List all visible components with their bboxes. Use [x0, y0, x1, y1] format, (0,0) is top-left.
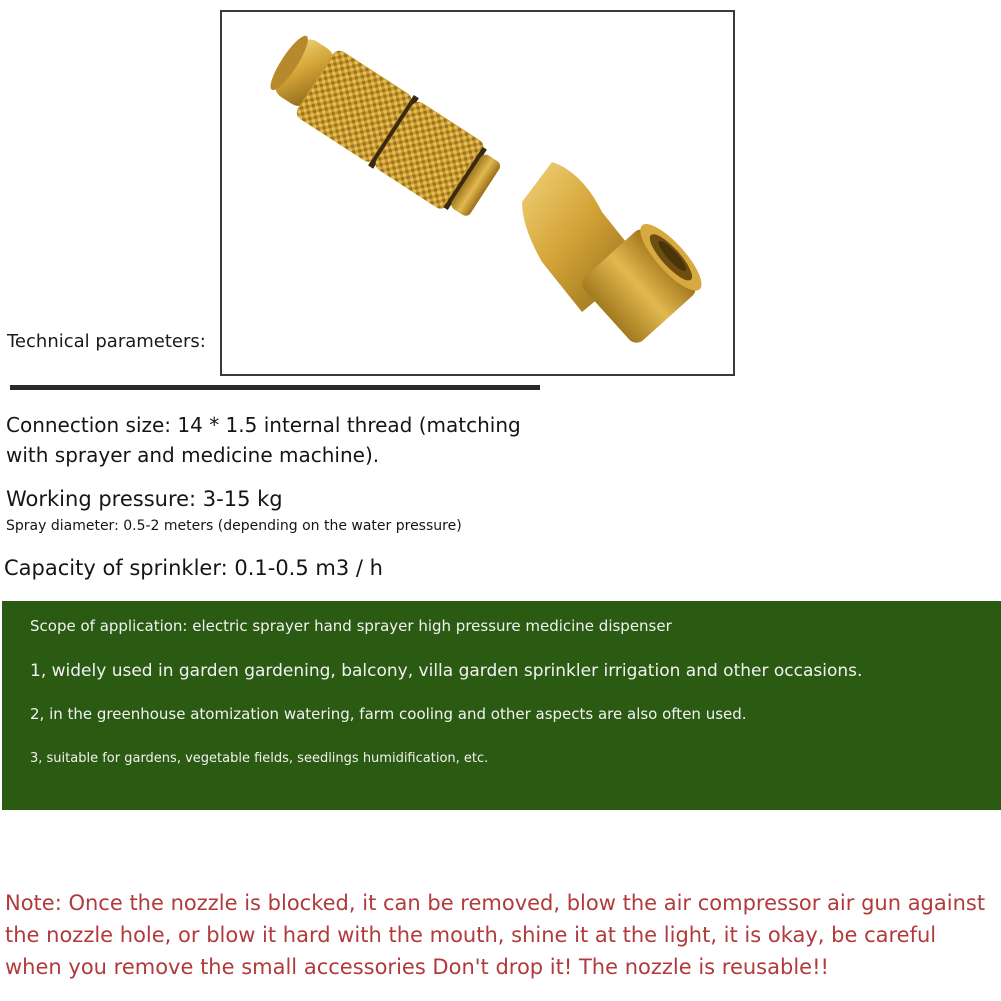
technical-parameters-heading: Technical parameters: [7, 331, 206, 352]
capacity-spec: Capacity of sprinkler: 0.1-0.5 m3 / h [4, 556, 383, 580]
scope-item-2: 2, in the greenhouse atomization watering, farm cooling and other aspects are also often used. [30, 705, 747, 723]
divider-line [10, 385, 540, 390]
scope-item-1: 1, widely used in garden gardening, balcony, villa garden sprinkler irrigation and other occasions. [30, 661, 863, 681]
connection-size-spec: Connection size: 14 * 1.5 internal thread (matching with sprayer and medicine machine). [6, 413, 521, 467]
brass-spray-nozzle-icon [222, 12, 733, 374]
spray-diameter-spec: Spray diameter: 0.5-2 meters (depending on the water pressure) [6, 518, 462, 534]
working-pressure-spec: Working pressure: 3-15 kg [6, 487, 283, 511]
scope-item-3: 3, suitable for gardens, vegetable fields, seedlings humidification, etc. [30, 751, 489, 766]
product-image-frame [220, 10, 735, 376]
usage-note: Note: Once the nozzle is blocked, it can be removed, blow the air compressor air gun against the nozzle hole, or blow it hard with the mouth, shine it at the light, it is okay, be careful when you remove the small accessories Don't drop it! The nozzle is reusable!! [5, 891, 986, 979]
scope-of-application-panel [2, 601, 1001, 810]
scope-title: Scope of application: electric sprayer hand sprayer high pressure medicine dispenser [30, 617, 672, 635]
